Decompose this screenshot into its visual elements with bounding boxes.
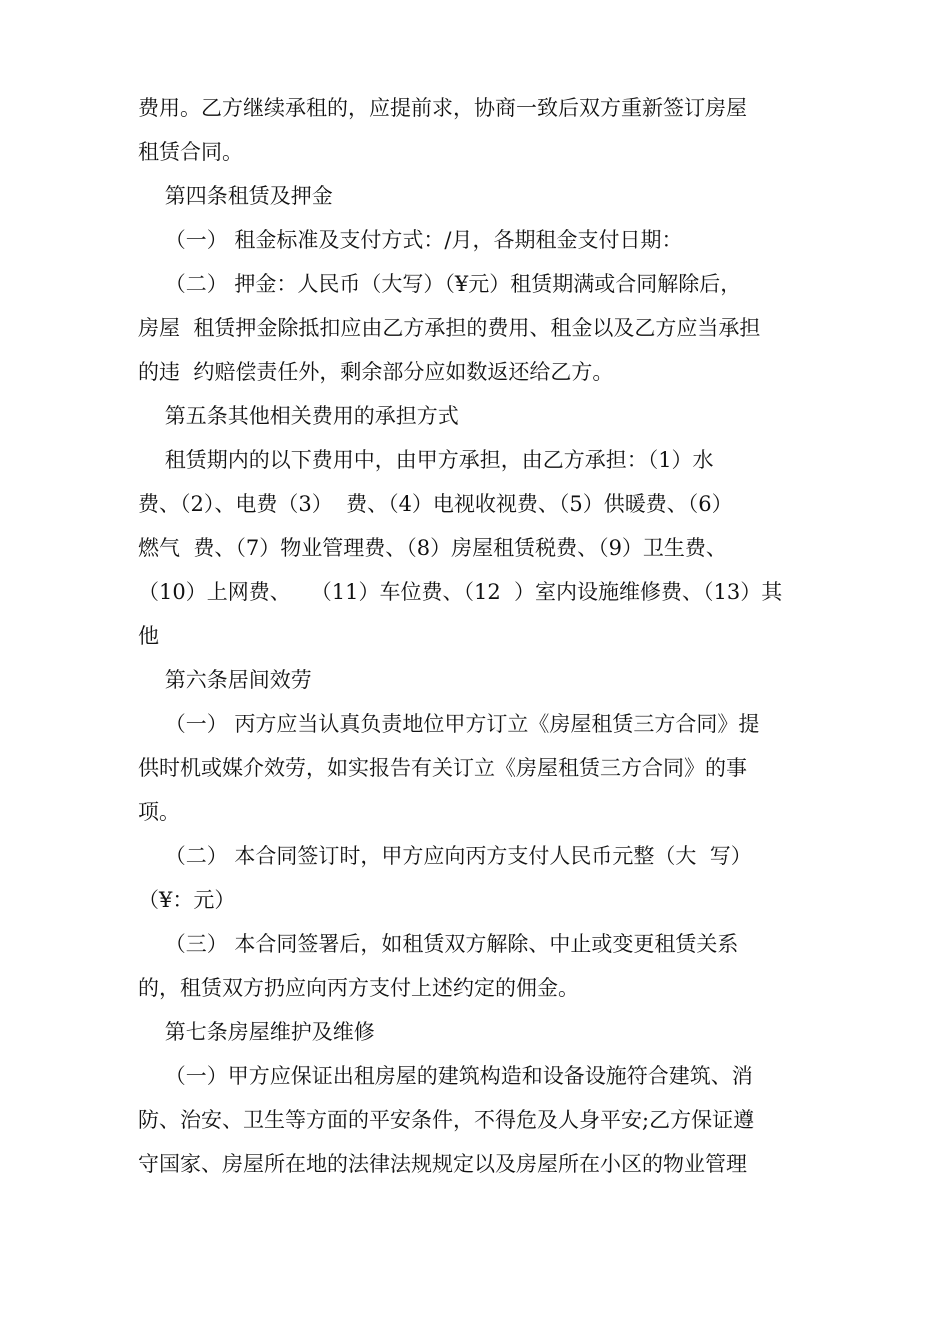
text-line: （一） 丙方应当认真负责地位甲方订立《房屋租赁三方合同》提 bbox=[138, 712, 760, 736]
text-line: 租赁合同。 bbox=[138, 140, 243, 164]
text-line: 费用。乙方继续承租的，应提前求，协商一致后双方重新签订房屋 bbox=[138, 96, 747, 120]
text-line: （10）上网费、 （11）车位费、（12 ）室内设施维修费、（13）其 bbox=[138, 580, 783, 604]
text-line: （三） 本合同签署后，如租赁双方解除、中止或变更租赁关系 bbox=[138, 932, 739, 956]
section-heading: 第五条其他相关费用的承担方式 bbox=[138, 404, 459, 428]
text-line: 费、（2）、电费（3） 费、（4）电视收视费、（5）供暖费、（6） bbox=[138, 492, 733, 516]
section-heading: 第七条房屋维护及维修 bbox=[138, 1020, 375, 1044]
text-line: 房屋 租赁押金除抵扣应由乙方承担的费用、租金以及乙方应当承担 bbox=[138, 316, 761, 340]
section-heading: 第四条租赁及押金 bbox=[138, 184, 333, 208]
text-line: （二） 押金：人民币（大写）（¥元）租赁期满或合同解除后， bbox=[138, 272, 742, 296]
text-line: （¥：元） bbox=[138, 888, 236, 912]
section-heading: 第六条居间效劳 bbox=[138, 668, 312, 692]
text-line: 守国家、房屋所在地的法律法规规定以及房屋所在小区的物业管理 bbox=[138, 1152, 747, 1176]
text-line: （二） 本合同签订时，甲方应向丙方支付人民币元整（大 写） bbox=[138, 844, 752, 868]
text-line: 项。 bbox=[138, 800, 180, 824]
text-line: 燃气 费、（7）物业管理费、（8）房屋租赁税费、（9）卫生费、 bbox=[138, 536, 727, 560]
text-line: 防、治安、卫生等方面的平安条件，不得危及人身平安;乙方保证遵 bbox=[138, 1108, 755, 1132]
text-line: （一）甲方应保证出租房屋的建筑构造和设备设施符合建筑、消 bbox=[138, 1064, 753, 1088]
text-line: （一） 租金标准及支付方式：/月，各期租金支付日期： bbox=[138, 228, 683, 252]
text-line: 他 bbox=[138, 624, 159, 648]
text-line: 供时机或媒介效劳，如实报告有关订立《房屋租赁三方合同》的事 bbox=[138, 756, 747, 780]
text-line: 租赁期内的以下费用中，由甲方承担，由乙方承担：（1）水 bbox=[138, 448, 714, 472]
text-line: 的，租赁双方扔应向丙方支付上述约定的佣金。 bbox=[138, 976, 579, 1000]
text-line: 的违 约赔偿责任外，剩余部分应如数返还给乙方。 bbox=[138, 360, 614, 384]
